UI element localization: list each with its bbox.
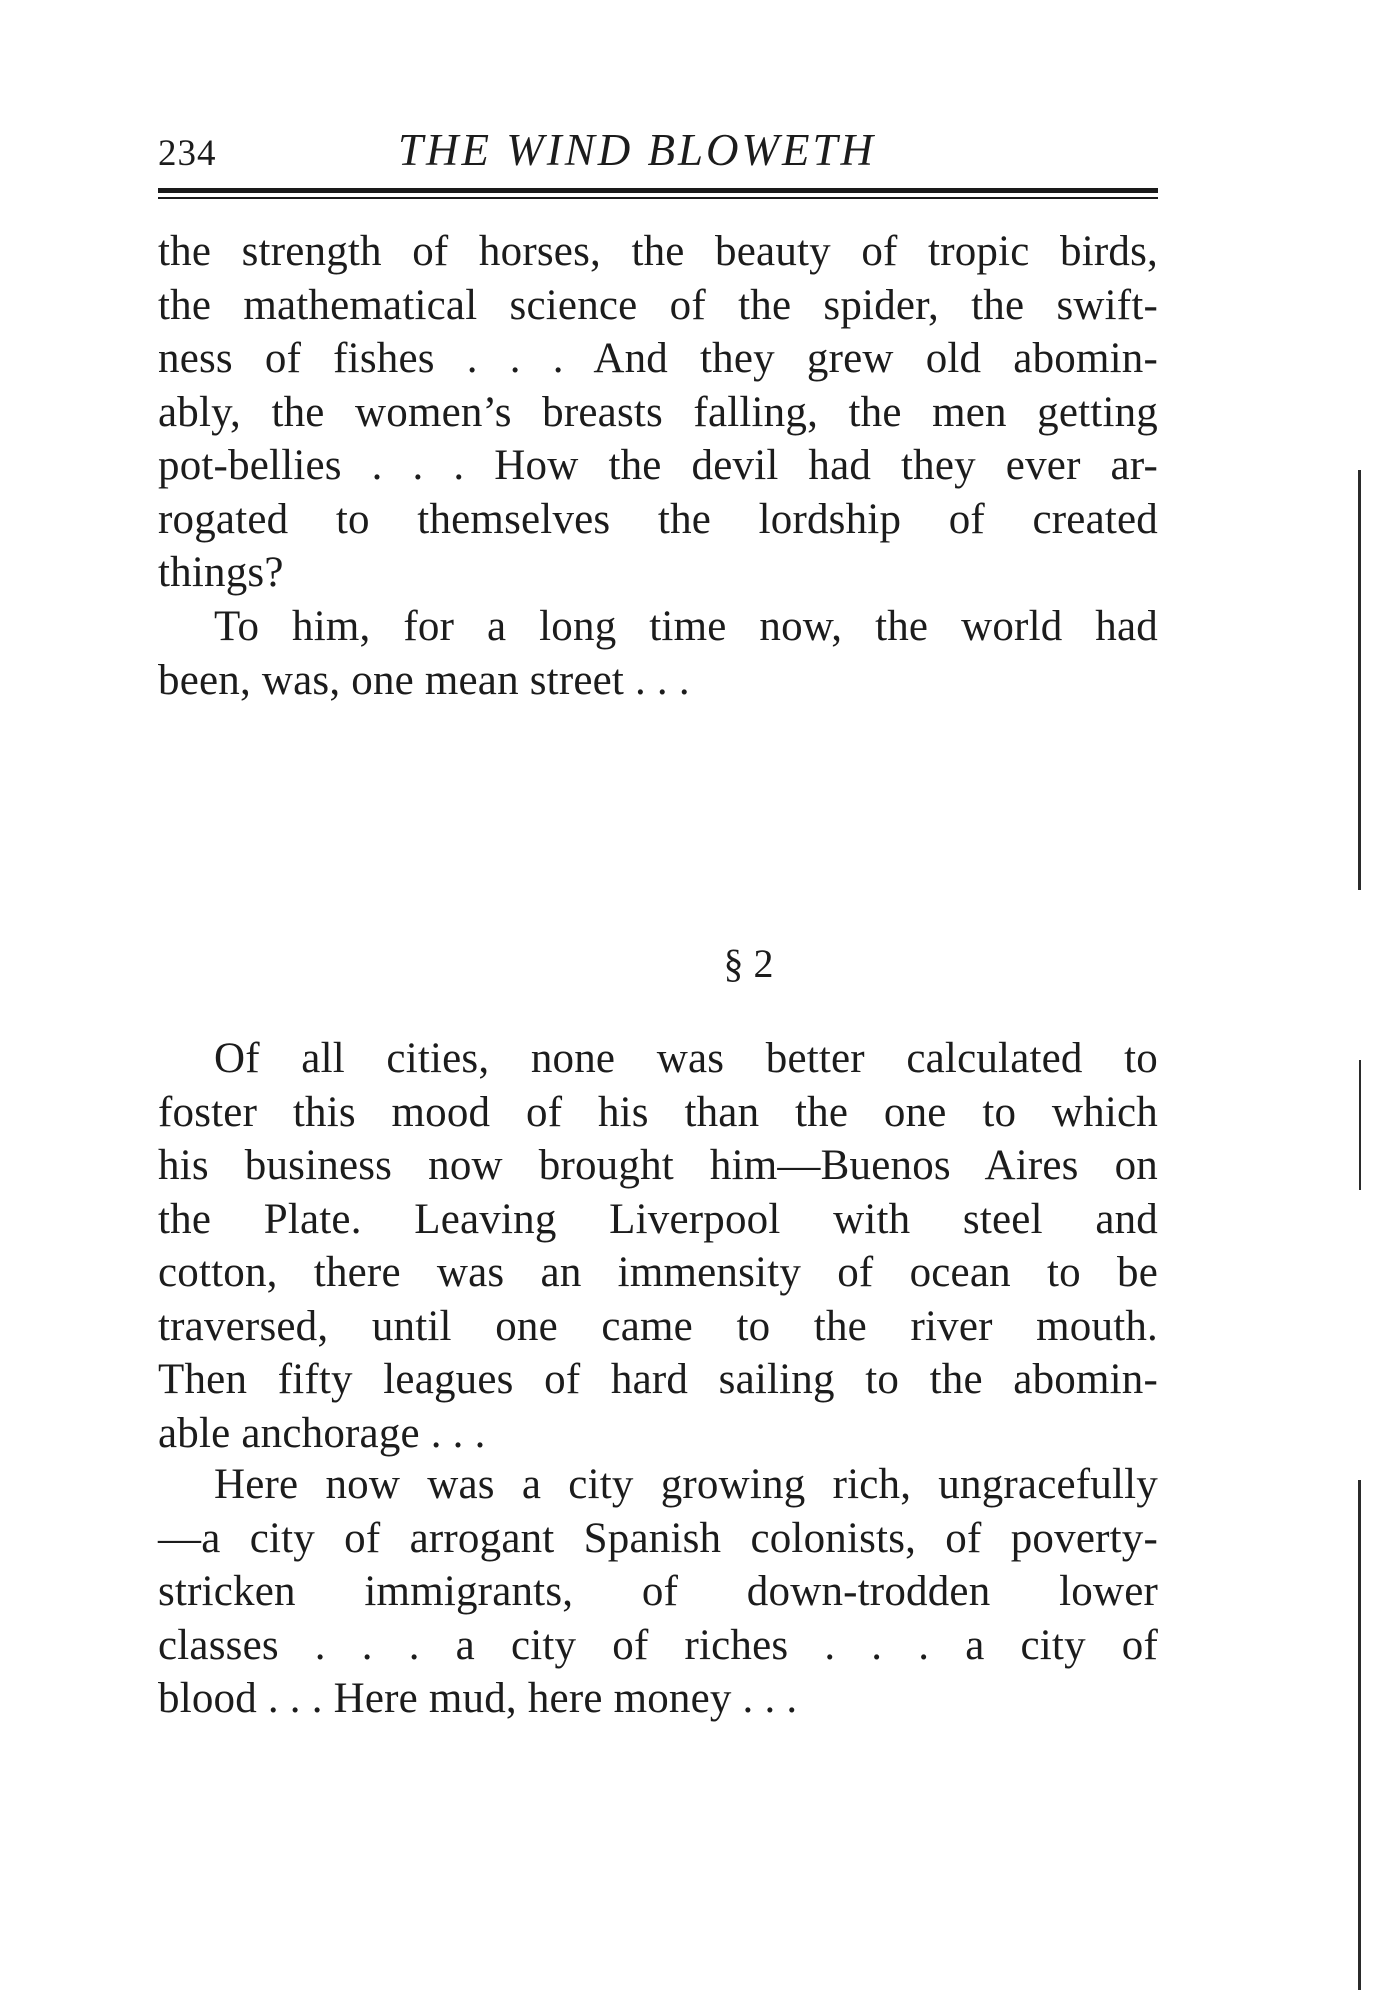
- text-line: Then fifty leagues of hard sailing to the abomin-: [158, 1356, 1158, 1403]
- paragraph-2: [158, 600, 1158, 707]
- text-line: the strength of horses, the beauty of tropic birds,: [158, 228, 1158, 275]
- scan-edge-shadow: [1358, 470, 1361, 890]
- text-line: things?: [158, 549, 284, 596]
- text-line: ness of fishes . . . And they grew old abomin-: [158, 335, 1158, 382]
- paragraph-3: [158, 1032, 1158, 1460]
- text-line: cotton, there was an immensity of ocean to be: [158, 1249, 1158, 1296]
- text-line: rogated to themselves the lordship of created: [158, 495, 1158, 543]
- running-head: [158, 124, 1158, 184]
- running-title: THE WIND BLOWETH: [398, 125, 877, 175]
- text-line: been, was, one mean street . . .: [158, 656, 690, 704]
- paragraph-1: [158, 225, 1158, 600]
- text-line: traversed, until one came to the river mouth.: [158, 1302, 1158, 1350]
- section-heading: § 2: [723, 941, 774, 986]
- text-line: foster this mood of his than the one to which: [158, 1088, 1158, 1136]
- text-line: his business now brought him—Buenos Aires on: [158, 1142, 1158, 1189]
- text-line: the Plate. Leaving Liverpool with steel and: [158, 1195, 1158, 1243]
- text-line: Of all cities, none was better calculated to: [214, 1035, 1158, 1082]
- scan-edge-shadow: [1358, 1480, 1361, 1990]
- page-number: 234: [158, 133, 217, 174]
- text-line: blood . . . Here mud, here money . . .: [158, 1675, 798, 1722]
- text-line: ably, the women’s breasts falling, the men getting: [158, 388, 1158, 436]
- scan-edge-shadow: [1359, 1060, 1361, 1190]
- text-line: Here now was a city growing rich, ungracefully: [214, 1461, 1158, 1508]
- text-line: classes . . . a city of riches . . . a city of: [158, 1621, 1158, 1669]
- text-line: To him, for a long time now, the world had: [214, 603, 1158, 650]
- paragraph-4: [158, 1458, 1158, 1726]
- text-line: stricken immigrants, of down-trodden lower: [158, 1568, 1158, 1615]
- text-line: pot-bellies . . . How the devil had they ever ar-: [158, 442, 1158, 489]
- text-line: the mathematical science of the spider, the swift-: [158, 281, 1158, 329]
- header-rule-thin: [158, 197, 1158, 199]
- text-line: —a city of arrogant Spanish colonists, of poverty-: [158, 1514, 1158, 1562]
- text-line: able anchorage . . .: [158, 1409, 486, 1457]
- header-rule-thick: [158, 188, 1158, 193]
